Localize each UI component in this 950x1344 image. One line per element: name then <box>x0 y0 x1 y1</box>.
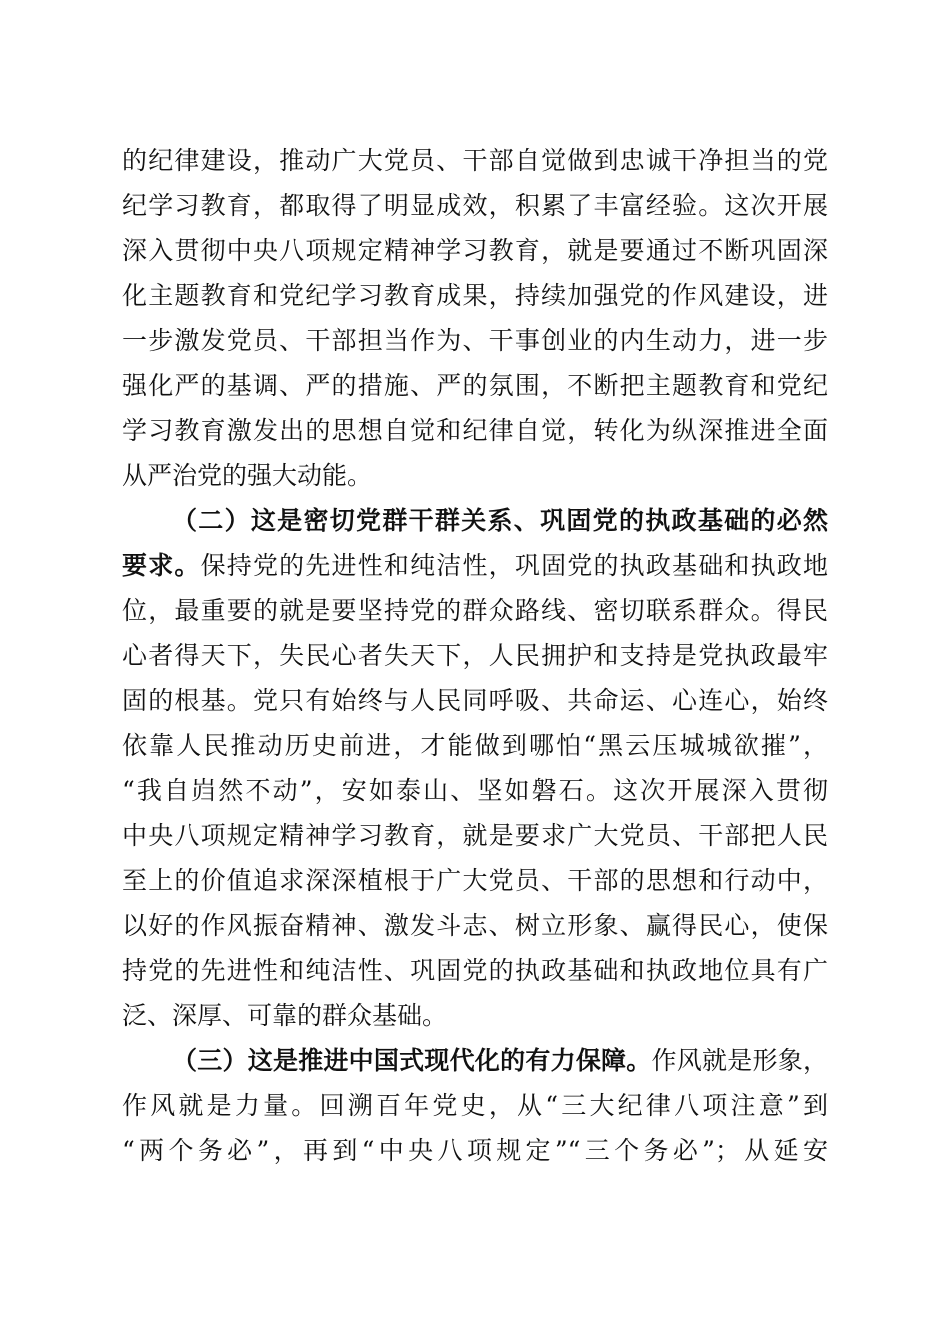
line-text: 深入贯彻中央八项规定精神学习教育，就是要通过不断巩固深 <box>122 236 828 265</box>
paragraph-line <box>122 273 828 318</box>
line-text: 一步激发党员、干部担当作为、干事创业的内生动力，进一步 <box>122 326 828 355</box>
paragraph-line <box>122 1128 828 1173</box>
paragraph-line <box>122 588 828 633</box>
section-heading-line <box>122 498 828 543</box>
line-text: “我自岿然不动”，安如泰山、坚如磐石。这次开展深入贯彻 <box>122 776 828 805</box>
line-text: 持党的先进性和纯洁性、巩固党的执政基础和执政地位具有广 <box>122 956 828 985</box>
paragraph-line <box>122 363 828 408</box>
line-text: 纪学习教育，都取得了明显成效，积累了丰富经验。这次开展 <box>122 191 828 220</box>
paragraph-line <box>122 813 828 858</box>
line-text: 保持党的先进性和纯洁性，巩固党的执政基础和执政地 <box>200 551 828 580</box>
paragraph-line <box>122 183 828 228</box>
line-text: 作风就是形象， <box>651 1046 828 1075</box>
line-text: 中央八项规定精神学习教育，就是要求广大党员、干部把人民 <box>122 821 828 850</box>
paragraph-line <box>122 678 828 723</box>
line-text: 作风就是力量。回溯百年党史，从“三大纪律八项注意”到 <box>122 1091 828 1120</box>
line-text: 位，最重要的就是要坚持党的群众路线、密切联系群众。得民 <box>122 596 828 625</box>
line-text: 泛、深厚、可靠的群众基础。 <box>122 1001 448 1030</box>
paragraph-line <box>122 903 828 948</box>
line-text: 强化严的基调、严的措施、严的氛围，不断把主题教育和党纪 <box>122 371 828 400</box>
paragraph-line <box>122 453 828 498</box>
paragraph-line <box>122 1083 828 1128</box>
section-heading: （三）这是推进中国式现代化的有力保障。 <box>172 1046 652 1075</box>
paragraph-line <box>122 993 828 1038</box>
paragraph-line <box>122 138 828 183</box>
line-text: 固的根基。党只有始终与人民同呼吸、共命运、心连心，始终 <box>122 686 828 715</box>
paragraph-line <box>122 858 828 903</box>
paragraph-line <box>122 633 828 678</box>
line-text: 化主题教育和党纪学习教育成果，持续加强党的作风建设，进 <box>122 281 828 310</box>
paragraph-line <box>122 948 828 993</box>
line-text: “两个务必”，再到“中央八项规定”“三个务必”；从延安 <box>122 1136 828 1165</box>
section-heading: （二）这是密切党群干群关系、巩固党的执政基础的必然 <box>172 506 828 535</box>
document-body <box>122 138 828 1173</box>
paragraph-line <box>122 723 828 768</box>
line-text: 依靠人民推动历史前进，才能做到哪怕“黑云压城城欲摧”， <box>122 731 828 760</box>
paragraph-line <box>122 228 828 273</box>
paragraph-line <box>122 408 828 453</box>
paragraph-line <box>122 543 828 588</box>
section-heading-line <box>122 1038 828 1083</box>
section-heading: 要求。 <box>122 551 201 580</box>
line-text: 心者得天下，失民心者失天下，人民拥护和支持是党执政最牢 <box>122 641 828 670</box>
line-text: 从严治党的强大动能。 <box>122 461 373 490</box>
line-text: 以好的作风振奋精神、激发斗志、树立形象、赢得民心，使保 <box>122 911 828 940</box>
line-text: 的纪律建设，推动广大党员、干部自觉做到忠诚干净担当的党 <box>122 146 828 175</box>
paragraph-line <box>122 318 828 363</box>
paragraph-line <box>122 768 828 813</box>
line-text: 学习教育激发出的思想自觉和纪律自觉，转化为纵深推进全面 <box>122 416 828 445</box>
line-text: 至上的价值追求深深植根于广大党员、干部的思想和行动中， <box>122 866 828 895</box>
